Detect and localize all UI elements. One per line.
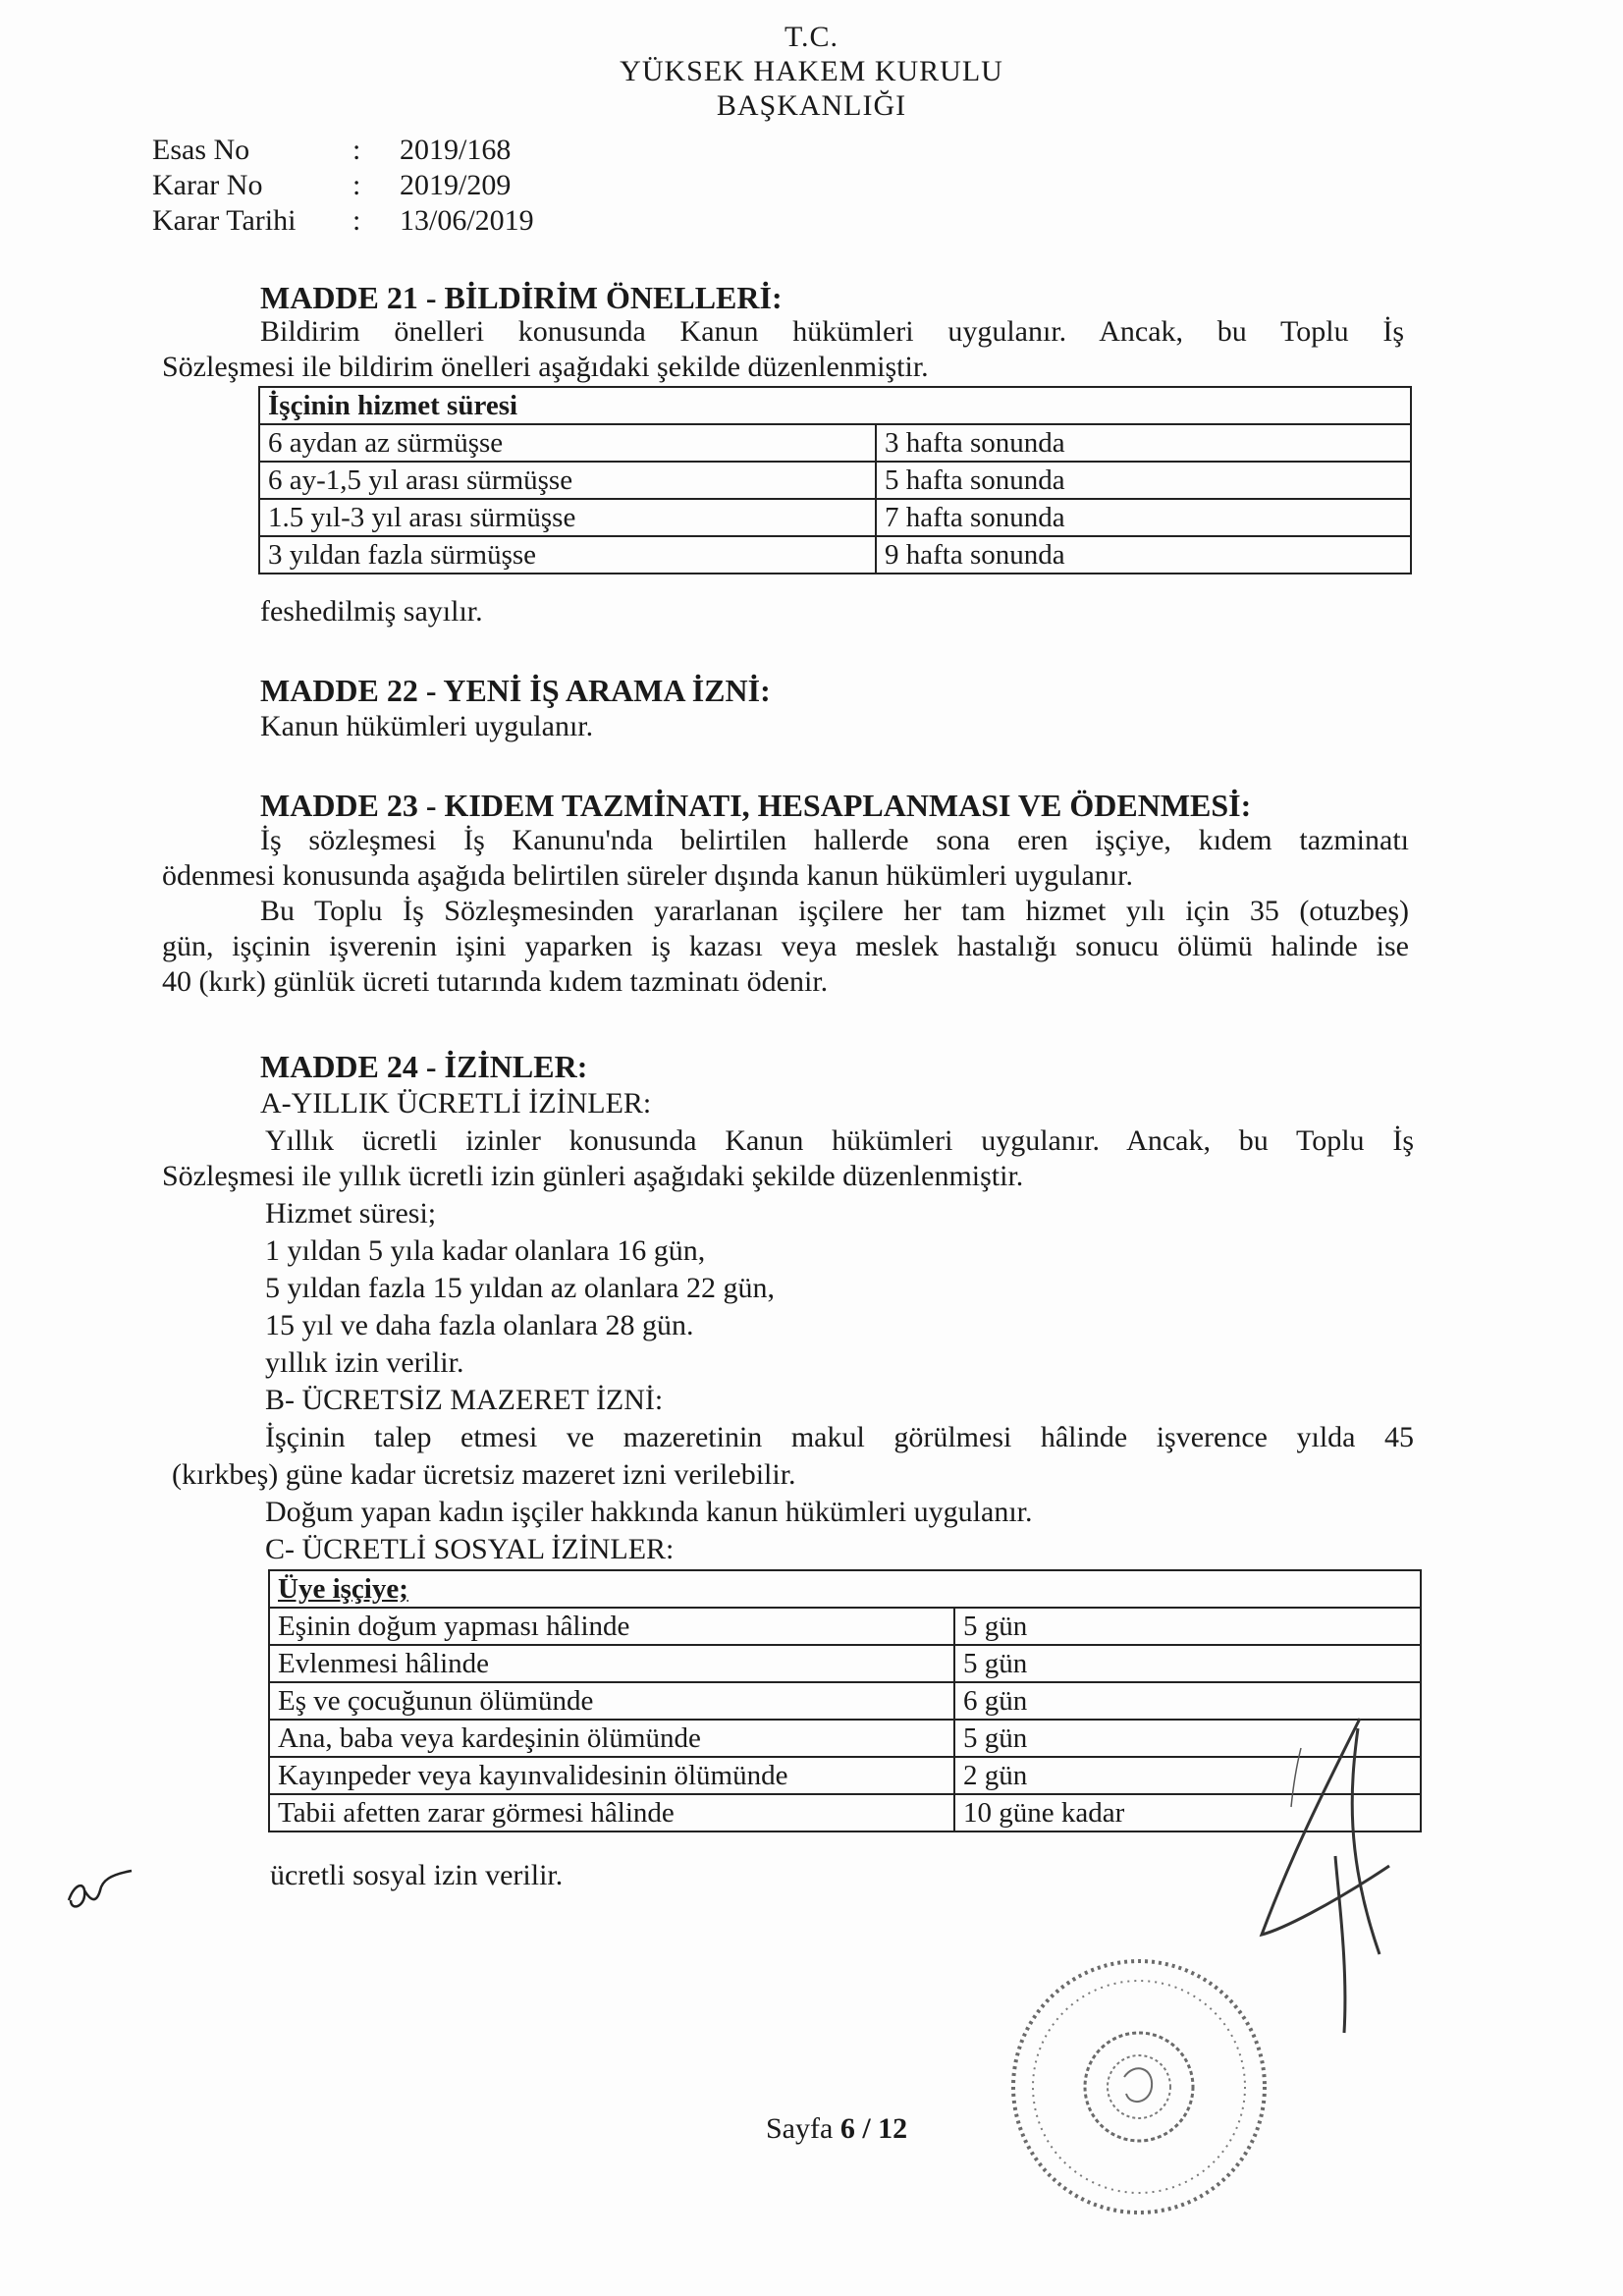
meta-colon: : [352,134,361,166]
table-header-text: Üye işçiye; [278,1573,408,1605]
section-a-text-6: 15 yıl ve daha fazla olanlara 28 gün. [265,1309,694,1341]
table-header [269,1570,1421,1608]
article-21-after: feshedilmiş sayılır. [260,595,483,628]
table-row [259,462,1411,499]
table-cell: 5 gün [954,1608,1421,1645]
header-institution: YÜKSEK HAKEM KURULU [620,55,1003,87]
section-b-text-3: Doğum yapan kadın işçiler hakkında kanun hükümleri uygulanır. [265,1496,1033,1528]
meta-key: Karar Tarihi [152,204,297,237]
meta-value: 13/06/2019 [400,204,534,237]
table-cell: 5 gün [954,1720,1421,1757]
table-cell: 7 hafta sonunda [876,499,1411,536]
section-a-text-2: Sözleşmesi ile yıllık ücretli izin günleri aşağıdaki şekilde düzenlenmiştir. [162,1160,1024,1192]
table-cell: 6 ay-1,5 yıl arası sürmüşse [259,462,876,499]
article-21-text-2: Sözleşmesi ile bildirim önelleri aşağıdaki şekilde düzenlenmiştir. [162,351,929,383]
meta-value: 2019/209 [400,169,512,201]
article-22-text: Kanun hükümleri uygulanır. [260,710,594,742]
section-a-text-7: yıllık izin verilir. [265,1346,464,1379]
article-23-title: MADDE 23 - KIDEM TAZMİNATI, HESAPLANMASI VE ÖDENMESİ: [260,788,1252,823]
header-tc: T.C. [784,21,839,53]
table-cell: 6 gün [954,1682,1421,1720]
section-a-text-1: Yıllık ücretli izinler konusunda Kanun hükümleri uygulanır. Ancak, bu Toplu İş [265,1124,1414,1157]
table-cell: 3 yıldan fazla sürmüşse [259,536,876,574]
section-a-text-5: 5 yıldan fazla 15 yıldan az olanlara 22 gün, [265,1272,775,1304]
section-a-text-4: 1 yıldan 5 yıla kadar olanlara 16 gün, [265,1234,706,1267]
table-cell: 2 gün [954,1757,1421,1794]
article-23-text-2: ödenmesi konusunda aşağıda belirtilen süreler dışında kanun hükümleri uygulanır. [162,859,1133,892]
table-row [269,1645,1421,1682]
article-23-text-5: 40 (kırk) günlük ücreti tutarında kıdem tazminatı ödenir. [162,965,829,998]
section-c-after: ücretli sosyal izin verilir. [270,1859,564,1891]
table-header-row [259,387,1411,424]
case-meta [152,133,565,241]
section-a-text-3: Hizmet süresi; [265,1197,437,1230]
section-b-text-1: İşçinin talep etmesi ve mazeretinin makul görülmesi hâlinde işverence yılda 45 [265,1421,1414,1453]
article-23-text-3: Bu Toplu İş Sözleşmesinden yararlanan işçilere her tam hizmet yılı için 35 (otuzbeş) [260,895,1409,927]
table-cell: Ana, baba veya kardeşinin ölümünde [269,1720,954,1757]
meta-colon: : [352,204,361,237]
article-22-title: MADDE 22 - YENİ İŞ ARAMA İZNİ: [260,673,771,708]
table-cell: 6 aydan az sürmüşse [259,424,876,462]
meta-colon: : [352,169,361,201]
table-header-row [269,1570,1421,1608]
table-cell: Kayınpeder veya kayınvalidesinin ölümünde [269,1757,954,1794]
table-cell: 9 hafta sonunda [876,536,1411,574]
notice-period-table [258,386,1412,574]
table-cell: Eş ve çocuğunun ölümünde [269,1682,954,1720]
section-a-title: A-YILLIK ÜCRETLİ İZİNLER: [260,1087,652,1120]
table-row [259,536,1411,574]
table-row [269,1608,1421,1645]
section-b-text-2: (kırkbeş) güne kadar ücretsiz mazeret izni verilebilir. [172,1458,796,1491]
meta-row-tarih [152,203,565,239]
table-cell: Eşinin doğum yapması hâlinde [269,1608,954,1645]
table-cell: Evlenmesi hâlinde [269,1645,954,1682]
table-cell: 5 hafta sonunda [876,462,1411,499]
page-prefix: Sayfa [766,2112,840,2145]
table-cell: 1.5 yıl-3 yıl arası sürmüşse [259,499,876,536]
section-b-title: B- ÜCRETSİZ MAZERET İZNİ: [265,1384,664,1416]
article-21-text-1: Bildirim önelleri konusunda Kanun hükümleri uygulanır. Ancak, bu Toplu İş [260,315,1404,348]
page-value: 6 / 12 [839,2112,908,2145]
official-seal-stamp [997,1944,1281,2229]
section-c-title: C- ÜCRETLİ SOSYAL İZİNLER: [265,1533,675,1565]
table-row [259,424,1411,462]
meta-row-esas [152,133,565,168]
article-23-text-1: İş sözleşmesi İş Kanunu'nda belirtilen hallerde sona eren işçiye, kıdem tazminatı [260,824,1409,856]
meta-key: Esas No [152,134,250,166]
table-row [259,499,1411,536]
table-cell: 3 hafta sonunda [876,424,1411,462]
page-number [766,2111,907,2147]
table-cell: Tabii afetten zarar görmesi hâlinde [269,1794,954,1831]
header-presidency: BAŞKANLIĞI [716,89,907,122]
article-21-title: MADDE 21 - BİLDİRİM ÖNELLERİ: [260,280,783,315]
article-23-text-4: gün, işçinin işverenin işini yaparken iş kazası veya meslek hastalığı sonucu ölümü halinde ise [162,930,1409,962]
meta-value: 2019/168 [400,134,512,166]
table-header: İşçinin hizmet süresi [259,387,1411,424]
meta-row-karar [152,168,565,203]
table-cell: 5 gün [954,1645,1421,1682]
article-24-title: MADDE 24 - İZİNLER: [260,1049,588,1084]
initials-signature [61,1861,139,1920]
meta-key: Karar No [152,169,263,201]
table-cell: 10 güne kadar [954,1794,1421,1831]
